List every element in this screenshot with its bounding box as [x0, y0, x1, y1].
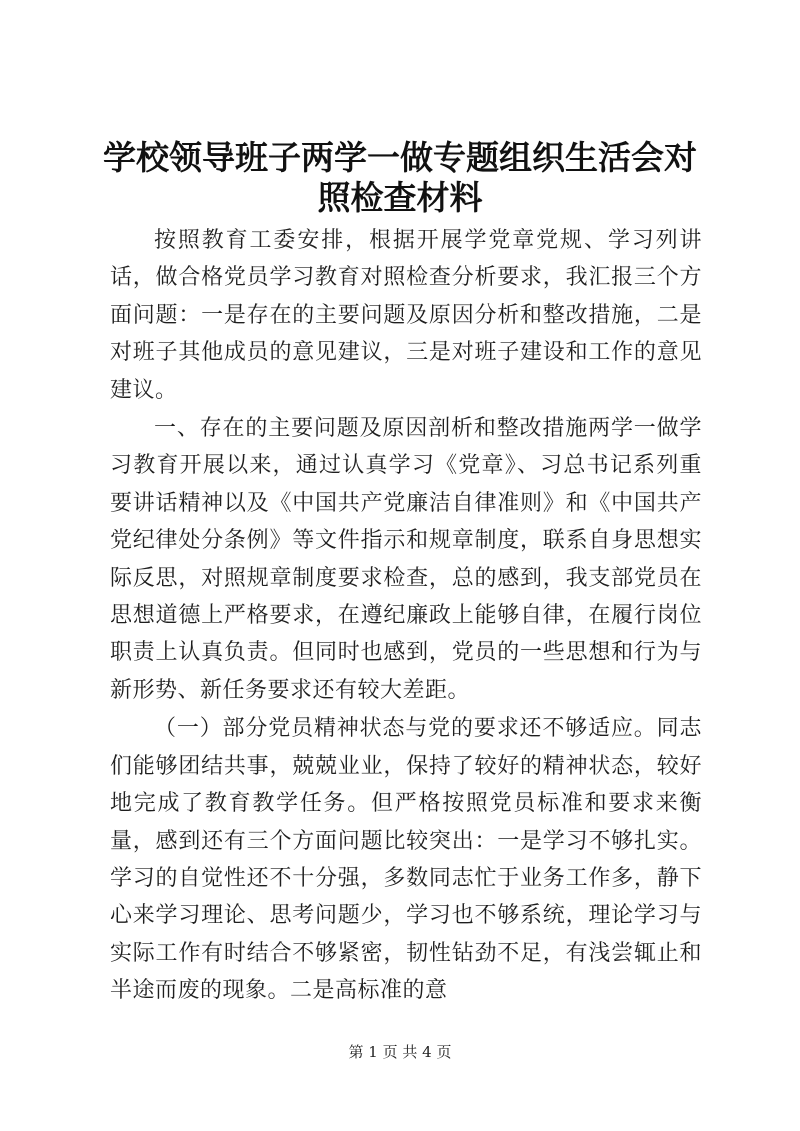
paragraph-intro: 按照教育工委安排，根据开展学党章党规、学习列讲话，做合格党员学习教育对照检查分析要求，我汇报三个方面问题：一是存在的主要问题及原因分析和整改措施，二是对班子其他成员的意见建议，三是对班子建设和工作的意见建议。 — [110, 228, 702, 403]
page-footer: 第 1 页 共 4 页 — [348, 1043, 452, 1061]
paragraph-subsection-one: （一）部分党员精神状态与党的要求还不够适应。同志们能够团结共事，兢兢业业，保持了较好的精神状态，较好地完成了教育教学任务。但严格按照党员标准和要求来衡量，感到还有三个方面问题比较突出：一是学习不够扎实。学习的自觉性还不十分强，多数同志忙于业务工作多，静下心来学习理论、思考问题少，学习也不够系统，理论学习与实际工作有时结合不够紧密，韧性钻劲不足，有浅尝辄止和半途而废的现象。二是高标准的意 — [110, 716, 702, 1004]
document-body — [110, 222, 702, 1010]
paragraph-section-one: 一、存在的主要问题及原因剖析和整改措施两学一做学习教育开展以来，通过认真学习《党章》、习总书记系列重要讲话精神以及《中国共产党廉洁自律准则》和《中国共产党纪律处分条例》等文件指示和规章制度，联系自身思想实际反思，对照规章制度要求检查，总的感到，我支部党员在思想道德上严格要求，在遵纪廉政上能够自律，在履行岗位职责上认真负责。但同时也感到，党员的一些思想和行为与新形势、新任务要求还有较大差距。 — [110, 416, 702, 703]
document-title: 学校领导班子两学一做专题组织生活会对照检查材料 — [103, 138, 697, 217]
